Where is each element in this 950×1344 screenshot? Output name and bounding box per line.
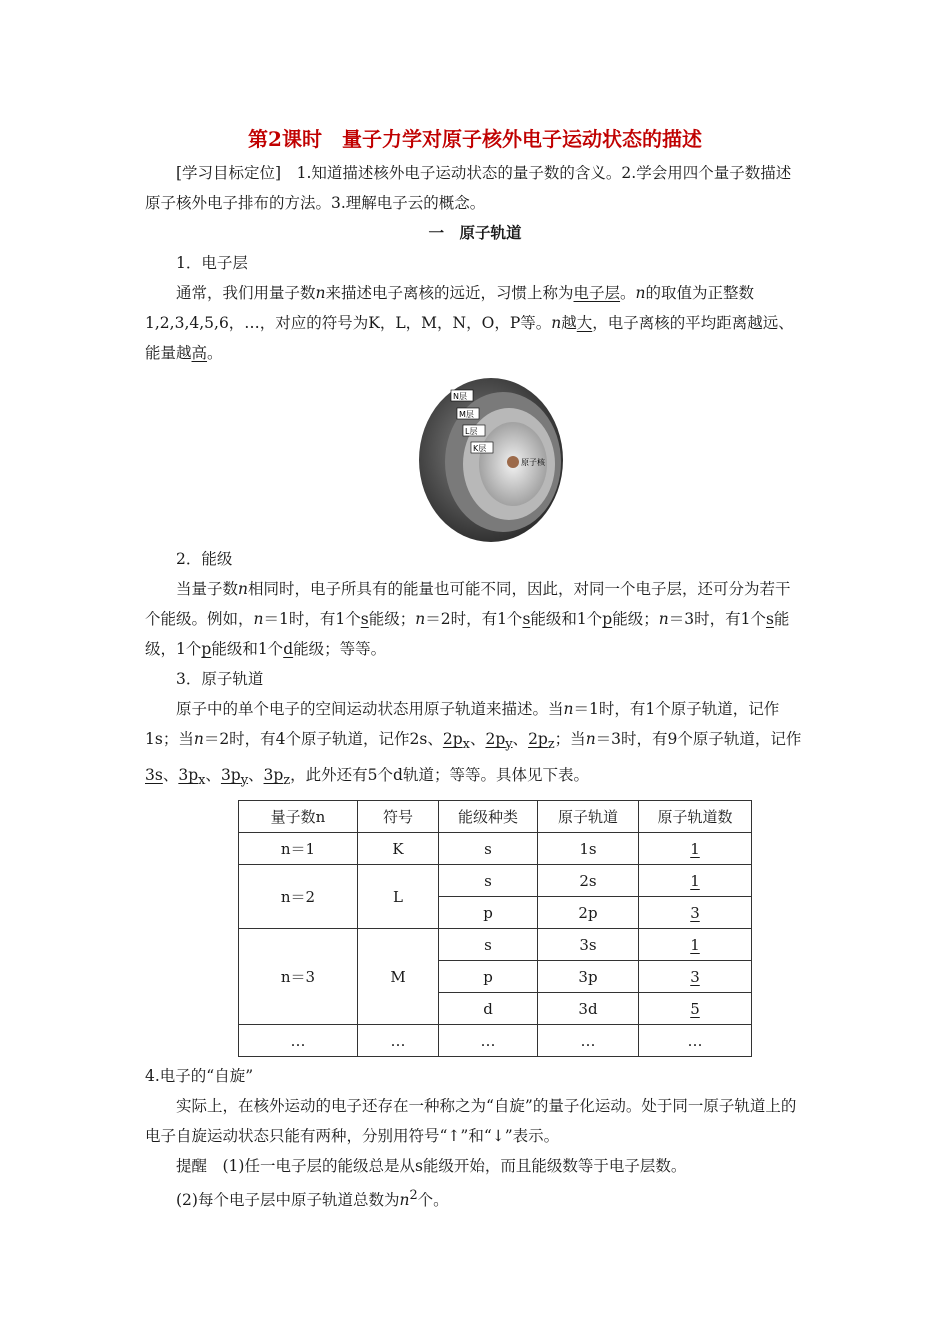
label-m-shell: M层	[459, 410, 474, 419]
table-cell: K	[358, 833, 439, 865]
orbital-table	[238, 800, 752, 1057]
tip-1: 提醒 (1)任一电子层的能级总是从s能级开始，而且能级数等于电子层数。	[176, 1157, 687, 1176]
table-header: 原子轨道数	[639, 801, 752, 833]
paragraph-electron-shell: 通常，我们用量子数n来描述电子离核的远近，习惯上称为电子层。n的取值为正整数1,2,3,4,5,6，…，对应的符号为K，L，M，N，O，P等。n越大，电子离核的平均距离越远、能量越高。	[145, 284, 794, 362]
table-cell: d	[439, 993, 538, 1025]
heading-electron-spin: 4.电子的“自旋”	[145, 1067, 254, 1086]
table-cell: s	[439, 929, 538, 961]
document-page	[145, 124, 805, 1215]
table-cell: n＝3	[239, 929, 358, 1025]
table-cell: 3	[639, 897, 752, 929]
table-row	[239, 865, 752, 897]
label-nucleus: 原子核	[521, 458, 545, 467]
tip-2: (2)每个电子层中原子轨道总数为$n^2$个。	[176, 1188, 449, 1210]
table-cell: 1	[639, 929, 752, 961]
table-cell: 1s	[538, 833, 639, 865]
electron-shell-figure	[145, 376, 805, 544]
table-cell: …	[358, 1025, 439, 1057]
label-k-shell: K层	[473, 444, 487, 453]
heading-electron-shell: 1．电子层	[176, 254, 248, 272]
table-row	[239, 1025, 752, 1057]
table-cell: L	[358, 865, 439, 929]
table-cell: 3p	[538, 961, 639, 993]
table-cell: n＝2	[239, 865, 358, 929]
table-cell: s	[439, 833, 538, 865]
table-header-row	[239, 801, 752, 833]
table-header: 能级种类	[439, 801, 538, 833]
table-cell: n＝1	[239, 833, 358, 865]
label-l-shell: L层	[465, 427, 478, 436]
table-cell: 1	[639, 833, 752, 865]
table-cell: …	[538, 1025, 639, 1057]
table-cell: p	[439, 897, 538, 929]
paragraph-energy-level: 当量子数n相同时，电子所具有的能量也可能不同，因此，对同一个电子层，还可分为若干个能级。例如，n＝1时，有1个s能级；n＝2时，有1个s能级和1个p能级；n＝3时，有1个s能级，1个p能级和1个d能级；等等。	[145, 580, 791, 658]
table-cell: …	[639, 1025, 752, 1057]
table-row	[239, 833, 752, 865]
heading-atomic-orbital: 3．原子轨道	[176, 670, 264, 688]
table-cell: p	[439, 961, 538, 993]
table-cell: …	[439, 1025, 538, 1057]
table-cell: 5	[639, 993, 752, 1025]
table-cell: 2p	[538, 897, 639, 929]
paragraph-electron-spin: 实际上，在核外运动的电子还存在一种称之为“自旋”的量子化运动。处于同一原子轨道上的电子自旋运动状态只能有两种，分别用符号“↑”和“↓”表示。	[145, 1097, 797, 1146]
table-cell: 3d	[538, 993, 639, 1025]
heading-energy-level: 2．能级	[176, 550, 233, 568]
table-cell: 3	[639, 961, 752, 993]
learning-objectives: [学习目标定位] 1.知道描述核外电子运动状态的量子数的含义。2.学会用四个量子数描述原子核外电子排布的方法。3.理解电子云的概念。	[145, 164, 792, 212]
electron-shell-diagram	[417, 376, 565, 544]
table-header: 原子轨道	[538, 801, 639, 833]
table-cell: …	[239, 1025, 358, 1057]
table-cell: M	[358, 929, 439, 1025]
table-cell: 3s	[538, 929, 639, 961]
paragraph-atomic-orbital: 原子中的单个电子的空间运动状态用原子轨道来描述。当n＝1时，有1个原子轨道，记作1s；当n＝2时，有4个原子轨道，记作2s、$2p_x$、$2p_y$、$2p_z$；当n＝3时，有9个原子轨道，记作3s、$3p_x$、$3p_y$、$3p_z$，此外还有5个d轨道；等等。具体见下表。	[145, 700, 802, 789]
nucleus	[507, 456, 519, 468]
table-header: 符号	[358, 801, 439, 833]
label-n-shell: N层	[453, 392, 467, 401]
table-cell: 1	[639, 865, 752, 897]
page-title: 第2课时 量子力学对原子核外电子运动状态的描述	[248, 127, 702, 151]
table-cell: s	[439, 865, 538, 897]
section-heading-orbitals: 一 原子轨道	[428, 223, 522, 242]
table-cell: 2s	[538, 865, 639, 897]
table-header: 量子数n	[239, 801, 358, 833]
table-row	[239, 929, 752, 961]
